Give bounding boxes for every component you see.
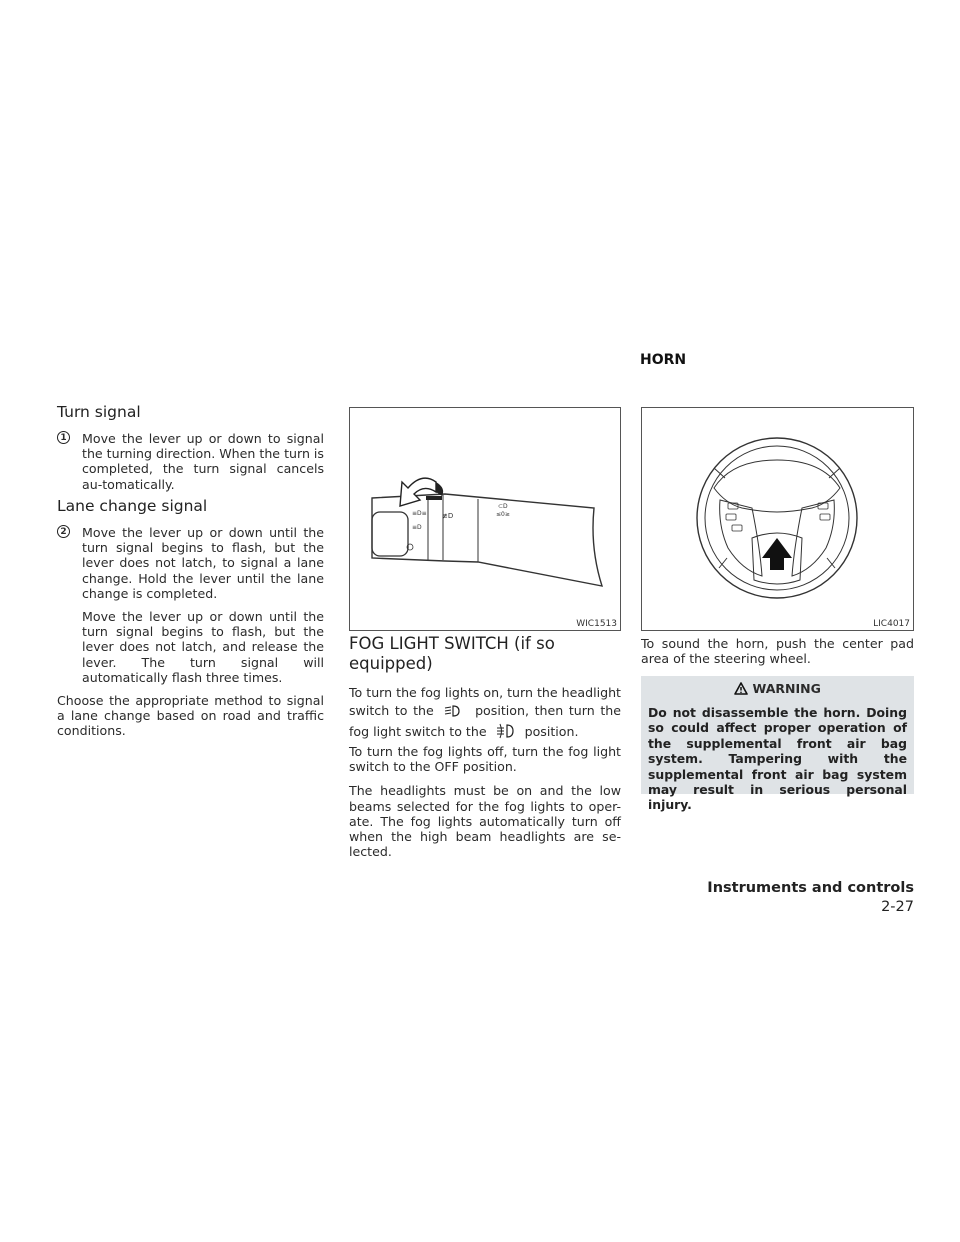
warning-triangle-icon (734, 682, 748, 698)
fog-conditions-text: The headlights must be on and the low beams selected for the fog lights to oper-ate. The fog lights automatically turn off when the high beam headlights are se-lected. (349, 783, 621, 860)
warning-header (641, 676, 914, 701)
fog-light-section (349, 634, 621, 859)
turn-signal-item (57, 431, 324, 492)
svg-text:≡D: ≡D (412, 524, 422, 531)
footer-page-number: 2-27 (881, 899, 914, 915)
warning-text: Do not disassemble the horn. Doing so could affect proper operation of the supplemental front air bag system. Tampering with the supplemental front air bag system may result in serious personal injury. (648, 705, 907, 813)
lane-change-item (57, 525, 324, 685)
lane-change-heading: Lane change signal (57, 497, 208, 515)
turn-lever-illustration (350, 408, 620, 630)
steering-wheel-figure (641, 407, 914, 631)
svg-text:≢D: ≢D (442, 512, 454, 520)
fog-on-text (349, 684, 621, 744)
figure-code-lic4017: LIC4017 (873, 619, 910, 629)
footer-section-title: Instruments and controls (707, 880, 914, 896)
lane-change-text-1: Move the lever up or down until the turn signal begins to flash, but the lever does not latch, to signal a lane change. Hold the lever until the lane change is completed. (82, 525, 324, 601)
turn-signal-heading: Turn signal (57, 403, 141, 421)
turn-signal-text: Move the lever up or down to signal the turning direction. When the turn is completed, the turn signal cancels au-tomatically. (82, 431, 324, 492)
svg-text:≤0≥: ≤0≥ (496, 511, 510, 518)
turn-lever-figure (349, 407, 621, 631)
horn-heading: HORN (640, 352, 687, 368)
figure-code-wic1513: WIC1513 (576, 619, 617, 629)
warning-label: WARNING (752, 681, 821, 696)
fog-on-text-c: position. (524, 724, 579, 739)
fog-heading-line-2: equipped) (349, 654, 433, 673)
lane-change-text-2: Move the lever up or down until the turn signal begins to flash, but the lever does not latch, and release the lever. The turn signal will automatically flash three times. (82, 609, 324, 685)
choose-method-text: Choose the appropriate method to signal a lane change based on road and traffic conditions. (57, 693, 324, 739)
marker-1: 1 (57, 431, 70, 444)
horn-text: To sound the horn, push the center pad area of the steering wheel. (641, 636, 914, 667)
lane-change-section (57, 497, 324, 739)
headlight-icon (439, 704, 469, 723)
fog-light-heading (349, 634, 621, 674)
svg-text:≡D≡: ≡D≡ (412, 510, 427, 517)
turn-signal-section (57, 403, 324, 492)
fog-heading-line-1: FOG LIGHT SWITCH (if so (349, 634, 555, 653)
warning-box (641, 676, 914, 813)
svg-text:⊂D: ⊂D (498, 503, 508, 510)
fog-light-icon (491, 723, 521, 744)
marker-2: 2 (57, 525, 70, 538)
horn-arrow-icon (762, 538, 792, 570)
fog-on-text-b: position, then turn the fog light switch to the (349, 703, 622, 739)
steering-wheel-illustration (642, 408, 913, 630)
fog-off-text: To turn the fog lights off, turn the fog light switch to the OFF position. (349, 744, 621, 775)
page-footer (688, 877, 914, 915)
fog-on-text-a: To turn the fog lights on, turn the headlight switch to the (349, 685, 621, 718)
